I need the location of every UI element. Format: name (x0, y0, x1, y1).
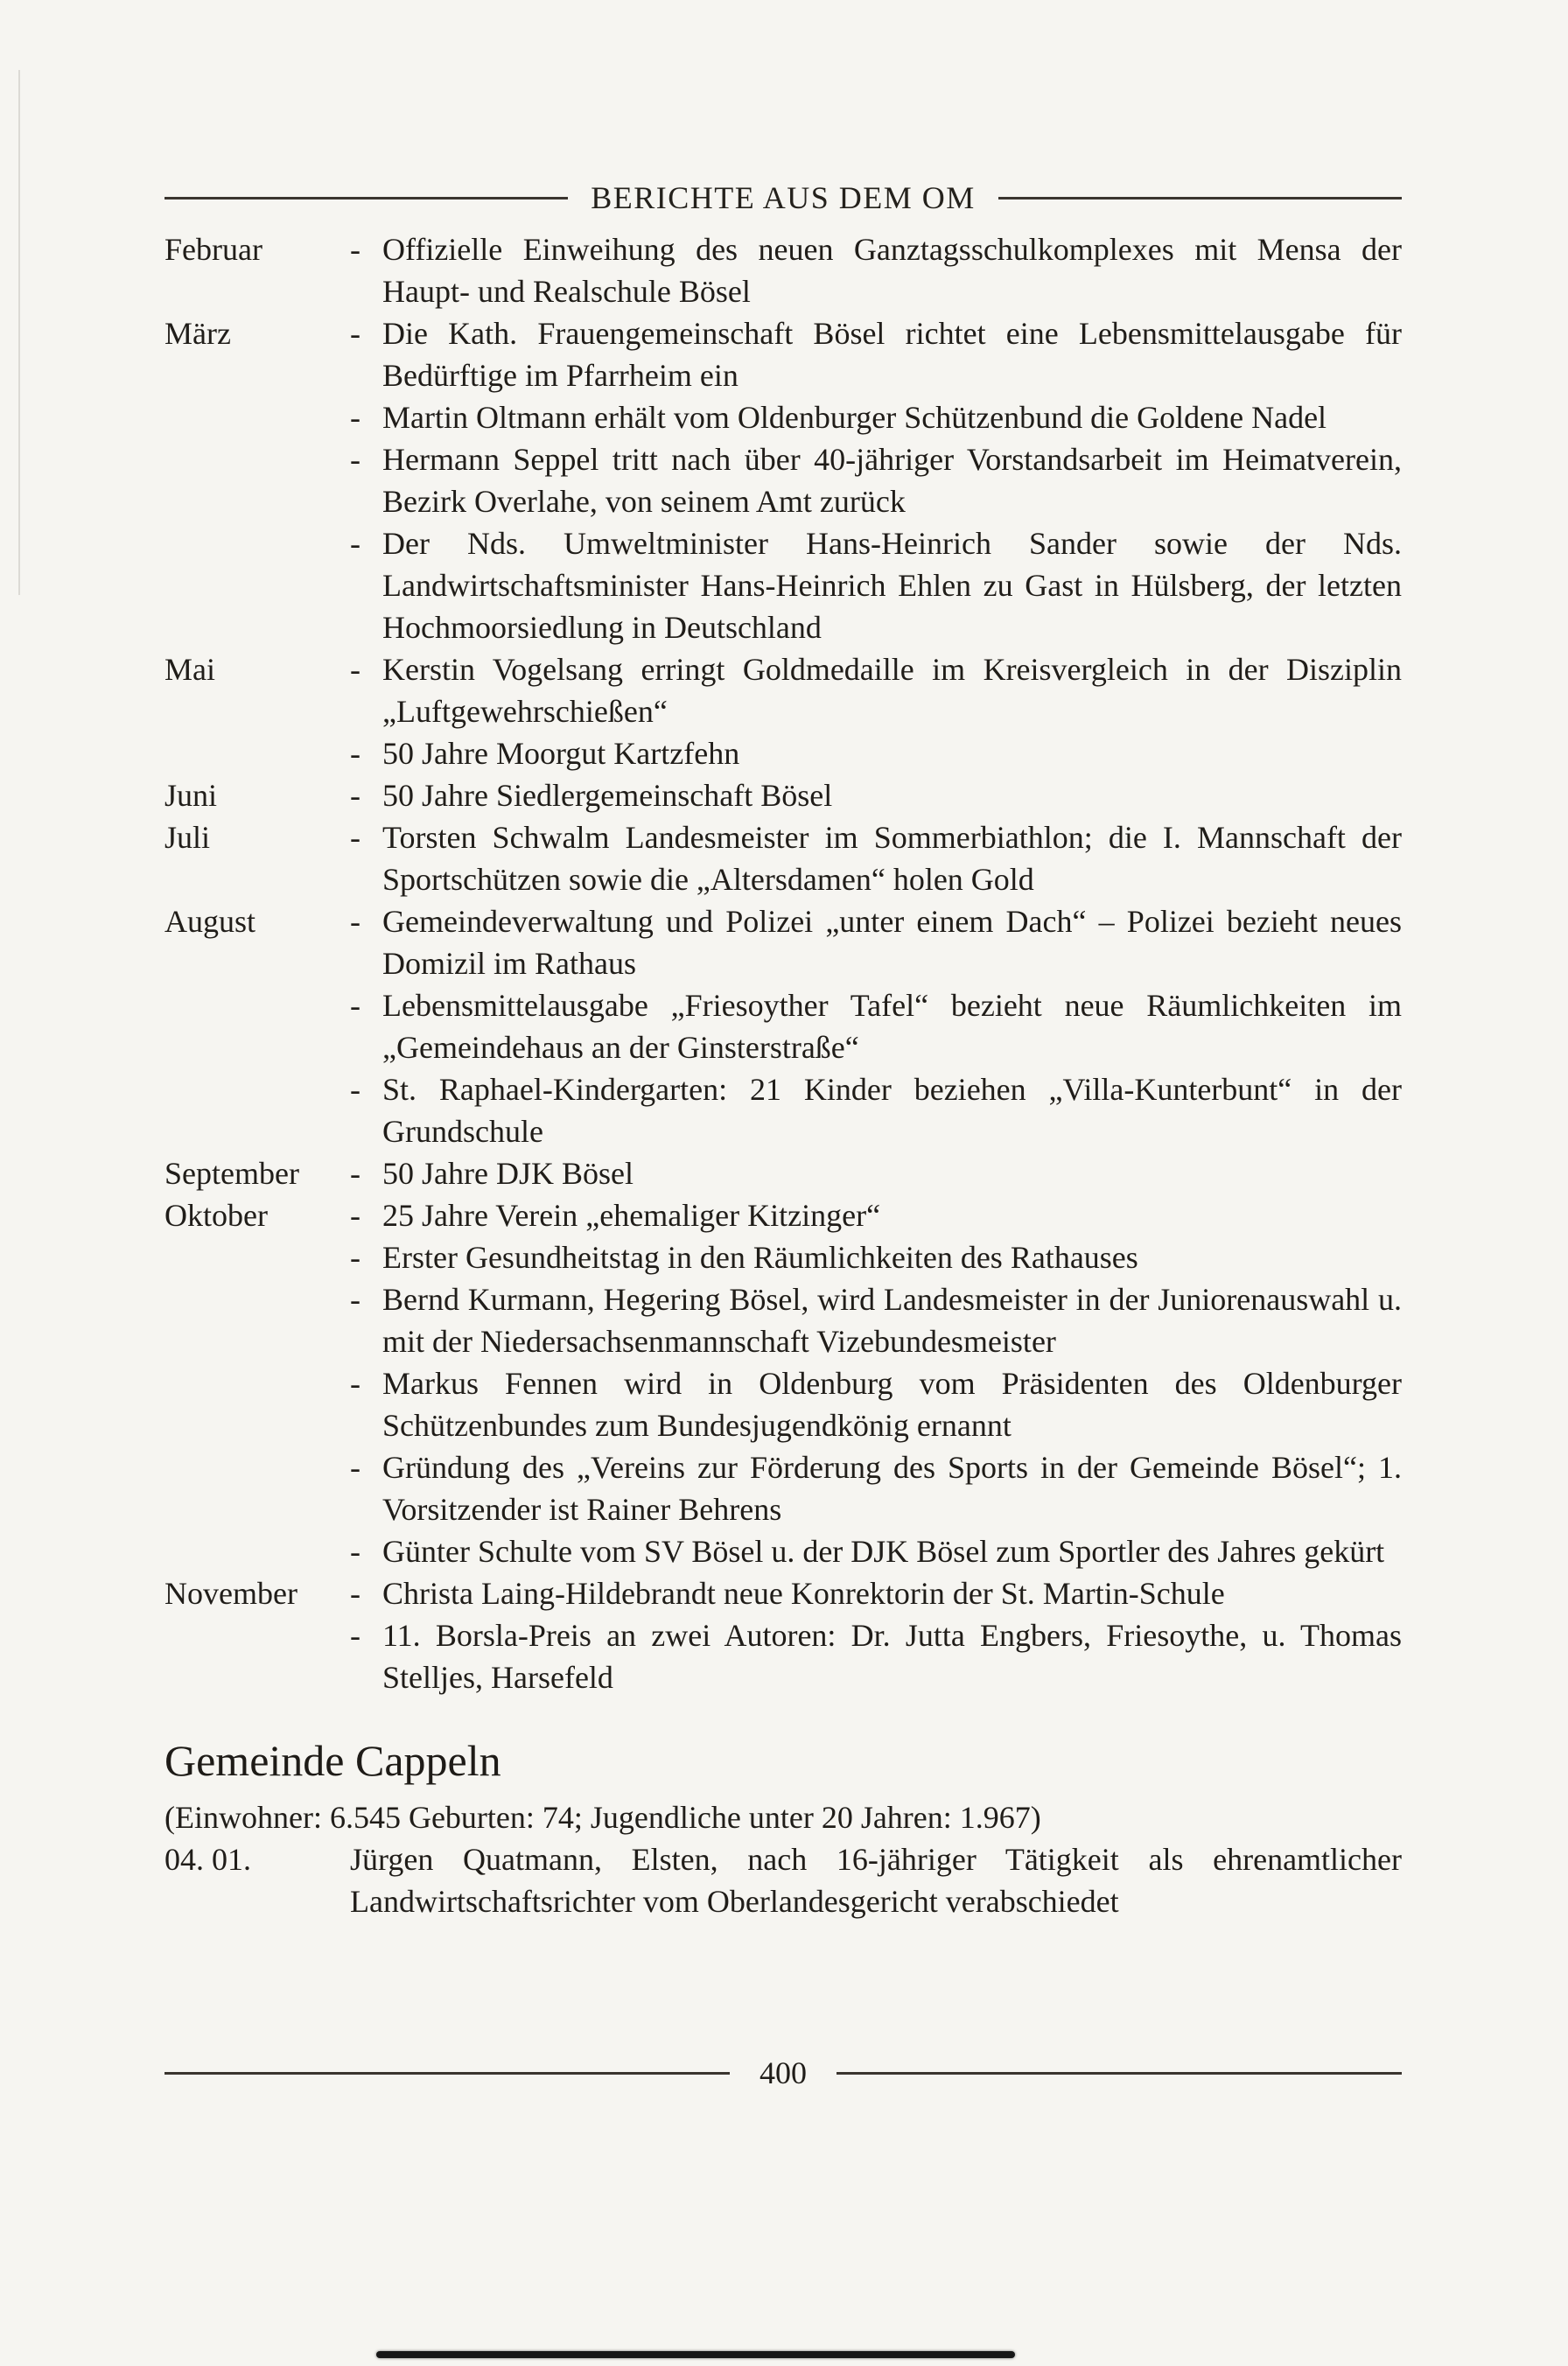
timeline-month-label (164, 984, 350, 1068)
timeline-entry (350, 1614, 1402, 1698)
entry-text: Hermann Seppel tritt nach über 40-jähriger Vorstandsarbeit im Heimatverein, Bezirk Overlahe, von seinem Amt zurück (382, 442, 1402, 519)
section-entry-row (164, 1838, 1402, 1922)
timeline-month-label (164, 1278, 350, 1362)
entry-text: Lebensmittelausgabe „Friesoyther Tafel“ bezieht neue Räumlichkeiten im „Gemeindehaus an der Ginsterstraße“ (382, 988, 1402, 1065)
timeline-month-label: März (164, 316, 231, 351)
entry-text: 50 Jahre DJK Bösel (382, 1156, 634, 1191)
timeline-entry (350, 1278, 1402, 1362)
entry-text: 50 Jahre Siedlergemeinschaft Bösel (382, 778, 833, 813)
timeline-month-label (164, 522, 350, 648)
timeline-row (164, 396, 1402, 438)
timeline-month-label: September (164, 1156, 299, 1191)
section-entry-text: Jürgen Quatmann, Elsten, nach 16-jähriger Tätigkeit als ehrenamtlicher Landwirtschaftsrichter vom Oberlandesgericht verabschiedet (350, 1842, 1402, 1919)
entry-text: Torsten Schwalm Landesmeister im Sommerbiathlon; die I. Mannschaft der Sportschützen sowie die „Altersdamen“ holen Gold (382, 820, 1402, 897)
entry-text: Günter Schulte vom SV Bösel u. der DJK Bösel zum Sportler des Jahres gekürt (382, 1534, 1385, 1569)
entry-text: Offizielle Einweihung des neuen Ganztagsschulkomplexes mit Mensa der Haupt- und Realschule Bösel (382, 232, 1402, 309)
timeline-month-label (164, 396, 350, 438)
timeline-row (164, 1068, 1402, 1152)
timeline-row (164, 1530, 1402, 1572)
timeline-entry (350, 1236, 1402, 1278)
entry-dash: - (350, 988, 360, 1023)
timeline-entry (350, 648, 1402, 732)
entry-dash: - (350, 1240, 360, 1275)
entry-dash: - (350, 652, 360, 687)
timeline-row (164, 312, 1402, 396)
entry-text: Gemeindeverwaltung und Polizei „unter einem Dach“ – Polizei bezieht neues Domizil im Rathaus (382, 904, 1402, 981)
entry-dash: - (350, 1576, 360, 1611)
scan-edge-artifact (18, 70, 20, 595)
timeline-entry (350, 522, 1402, 648)
timeline-entry (350, 732, 1402, 774)
timeline-row (164, 984, 1402, 1068)
timeline-month-label (164, 438, 350, 522)
page-header-title: BERICHTE AUS DEM OM (591, 180, 976, 215)
entry-text: Kerstin Vogelsang erringt Goldmedaille im Kreisvergleich in der Disziplin „Luftgewehrschießen“ (382, 652, 1402, 729)
entry-dash: - (350, 400, 360, 435)
timeline-entry (350, 900, 1402, 984)
entry-dash: - (350, 1534, 360, 1569)
entry-dash: - (350, 316, 360, 351)
timeline-row (164, 1614, 1402, 1698)
timeline-month-label: November (164, 1576, 298, 1611)
timeline-month-label (164, 1446, 350, 1530)
timeline-row (164, 816, 1402, 900)
timeline-row (164, 900, 1402, 984)
timeline-row (164, 1446, 1402, 1530)
timeline-month-label: Mai (164, 652, 215, 687)
footer-rule-left (164, 2072, 730, 2075)
entry-text: Martin Oltmann erhält vom Oldenburger Schützenbund die Goldene Nadel (382, 400, 1327, 435)
timeline-month-label: August (164, 904, 256, 939)
timeline-entry (350, 1152, 1402, 1194)
entry-dash: - (350, 1618, 360, 1653)
entry-text: Gründung des „Vereins zur Förderung des Sports in der Gemeinde Bösel“; 1. Vorsitzender ist Rainer Behrens (382, 1450, 1402, 1527)
timeline-month-label (164, 1530, 350, 1572)
entry-text: Erster Gesundheitstag in den Räumlichkeiten des Rathauses (382, 1240, 1138, 1275)
entry-dash: - (350, 736, 360, 771)
timeline-entry (350, 984, 1402, 1068)
timeline-row (164, 1152, 1402, 1194)
timeline-month-label (164, 1068, 350, 1152)
timeline-entry (350, 438, 1402, 522)
page-footer (164, 2054, 1402, 2091)
section-entry-date: 04. 01. (164, 1842, 251, 1877)
timeline-month-label: Februar (164, 232, 262, 267)
timeline-entry (350, 228, 1402, 312)
header-rule-right (998, 197, 1402, 200)
entry-dash: - (350, 820, 360, 855)
timeline-month-label: Juni (164, 778, 218, 813)
scan-bottom-artifact (376, 2351, 1015, 2358)
entry-text: St. Raphael-Kindergarten: 21 Kinder beziehen „Villa-Kunterbunt“ in der Grundschule (382, 1072, 1402, 1149)
entry-text: 25 Jahre Verein „ehemaliger Kitzinger“ (382, 1198, 881, 1233)
timeline-month-label (164, 1236, 350, 1278)
timeline-entry (350, 396, 1402, 438)
header-rule-left (164, 197, 568, 200)
entry-dash: - (350, 778, 360, 813)
timeline-month-label: Juli (164, 820, 211, 855)
entry-text: 50 Jahre Moorgut Kartzfehn (382, 736, 740, 771)
entry-dash: - (350, 1198, 360, 1233)
timeline-entry (350, 312, 1402, 396)
timeline-month-label (164, 732, 350, 774)
entry-text: Markus Fennen wird in Oldenburg vom Präsidenten des Oldenburger Schützenbundes zum Bundesjugendkönig ernannt (382, 1366, 1402, 1443)
entry-dash: - (350, 526, 360, 561)
page-number: 400 (760, 2055, 807, 2090)
timeline-row (164, 1236, 1402, 1278)
section-title: Gemeinde Cappeln (164, 1736, 501, 1785)
entry-dash: - (350, 1282, 360, 1317)
timeline-row (164, 438, 1402, 522)
entry-text: Bernd Kurmann, Hegering Bösel, wird Landesmeister in der Juniorenauswahl u. mit der Niedersachsenmannschaft Vizebundesmeister (382, 1282, 1402, 1359)
timeline-entry (350, 1194, 1402, 1236)
entry-dash: - (350, 1156, 360, 1191)
entry-dash: - (350, 1450, 360, 1485)
entry-dash: - (350, 442, 360, 477)
timeline-row (164, 732, 1402, 774)
timeline-entry (350, 774, 1402, 816)
timeline-row (164, 774, 1402, 816)
timeline (164, 228, 1402, 1698)
entry-dash: - (350, 1072, 360, 1107)
timeline-entry (350, 1068, 1402, 1152)
footer-rule-right (836, 2072, 1402, 2075)
entry-text: Die Kath. Frauengemeinschaft Bösel richtet eine Lebensmittelausgabe für Bedürftige im Pfarrheim ein (382, 316, 1402, 393)
timeline-row (164, 522, 1402, 648)
timeline-row (164, 648, 1402, 732)
timeline-entry (350, 1572, 1402, 1614)
entry-dash: - (350, 1366, 360, 1401)
page-header (164, 179, 1402, 216)
timeline-month-label (164, 1362, 350, 1446)
timeline-row (164, 1278, 1402, 1362)
section-stats-line: (Einwohner: 6.545 Geburten: 74; Jugendliche unter 20 Jahren: 1.967) (164, 1800, 1041, 1835)
entry-text: Christa Laing-Hildebrandt neue Konrektorin der St. Martin-Schule (382, 1576, 1225, 1611)
page-content (164, 179, 1402, 1922)
timeline-month-label (164, 1614, 350, 1698)
timeline-row (164, 1194, 1402, 1236)
timeline-entry (350, 816, 1402, 900)
entry-text: 11. Borsla-Preis an zwei Autoren: Dr. Jutta Engbers, Friesoythe, u. Thomas Stelljes, Harsefeld (382, 1618, 1402, 1695)
timeline-row (164, 228, 1402, 312)
timeline-row (164, 1572, 1402, 1614)
entry-dash: - (350, 232, 360, 267)
timeline-month-label: Oktober (164, 1198, 268, 1233)
timeline-entry (350, 1530, 1402, 1572)
timeline-entry (350, 1446, 1402, 1530)
timeline-entry (350, 1362, 1402, 1446)
timeline-row (164, 1362, 1402, 1446)
entry-dash: - (350, 904, 360, 939)
entry-text: Der Nds. Umweltminister Hans-Heinrich Sander sowie der Nds. Landwirtschaftsminister Hans-Heinrich Ehlen zu Gast in Hülsberg, der letzten Hochmoorsiedlung in Deutschland (382, 526, 1402, 645)
